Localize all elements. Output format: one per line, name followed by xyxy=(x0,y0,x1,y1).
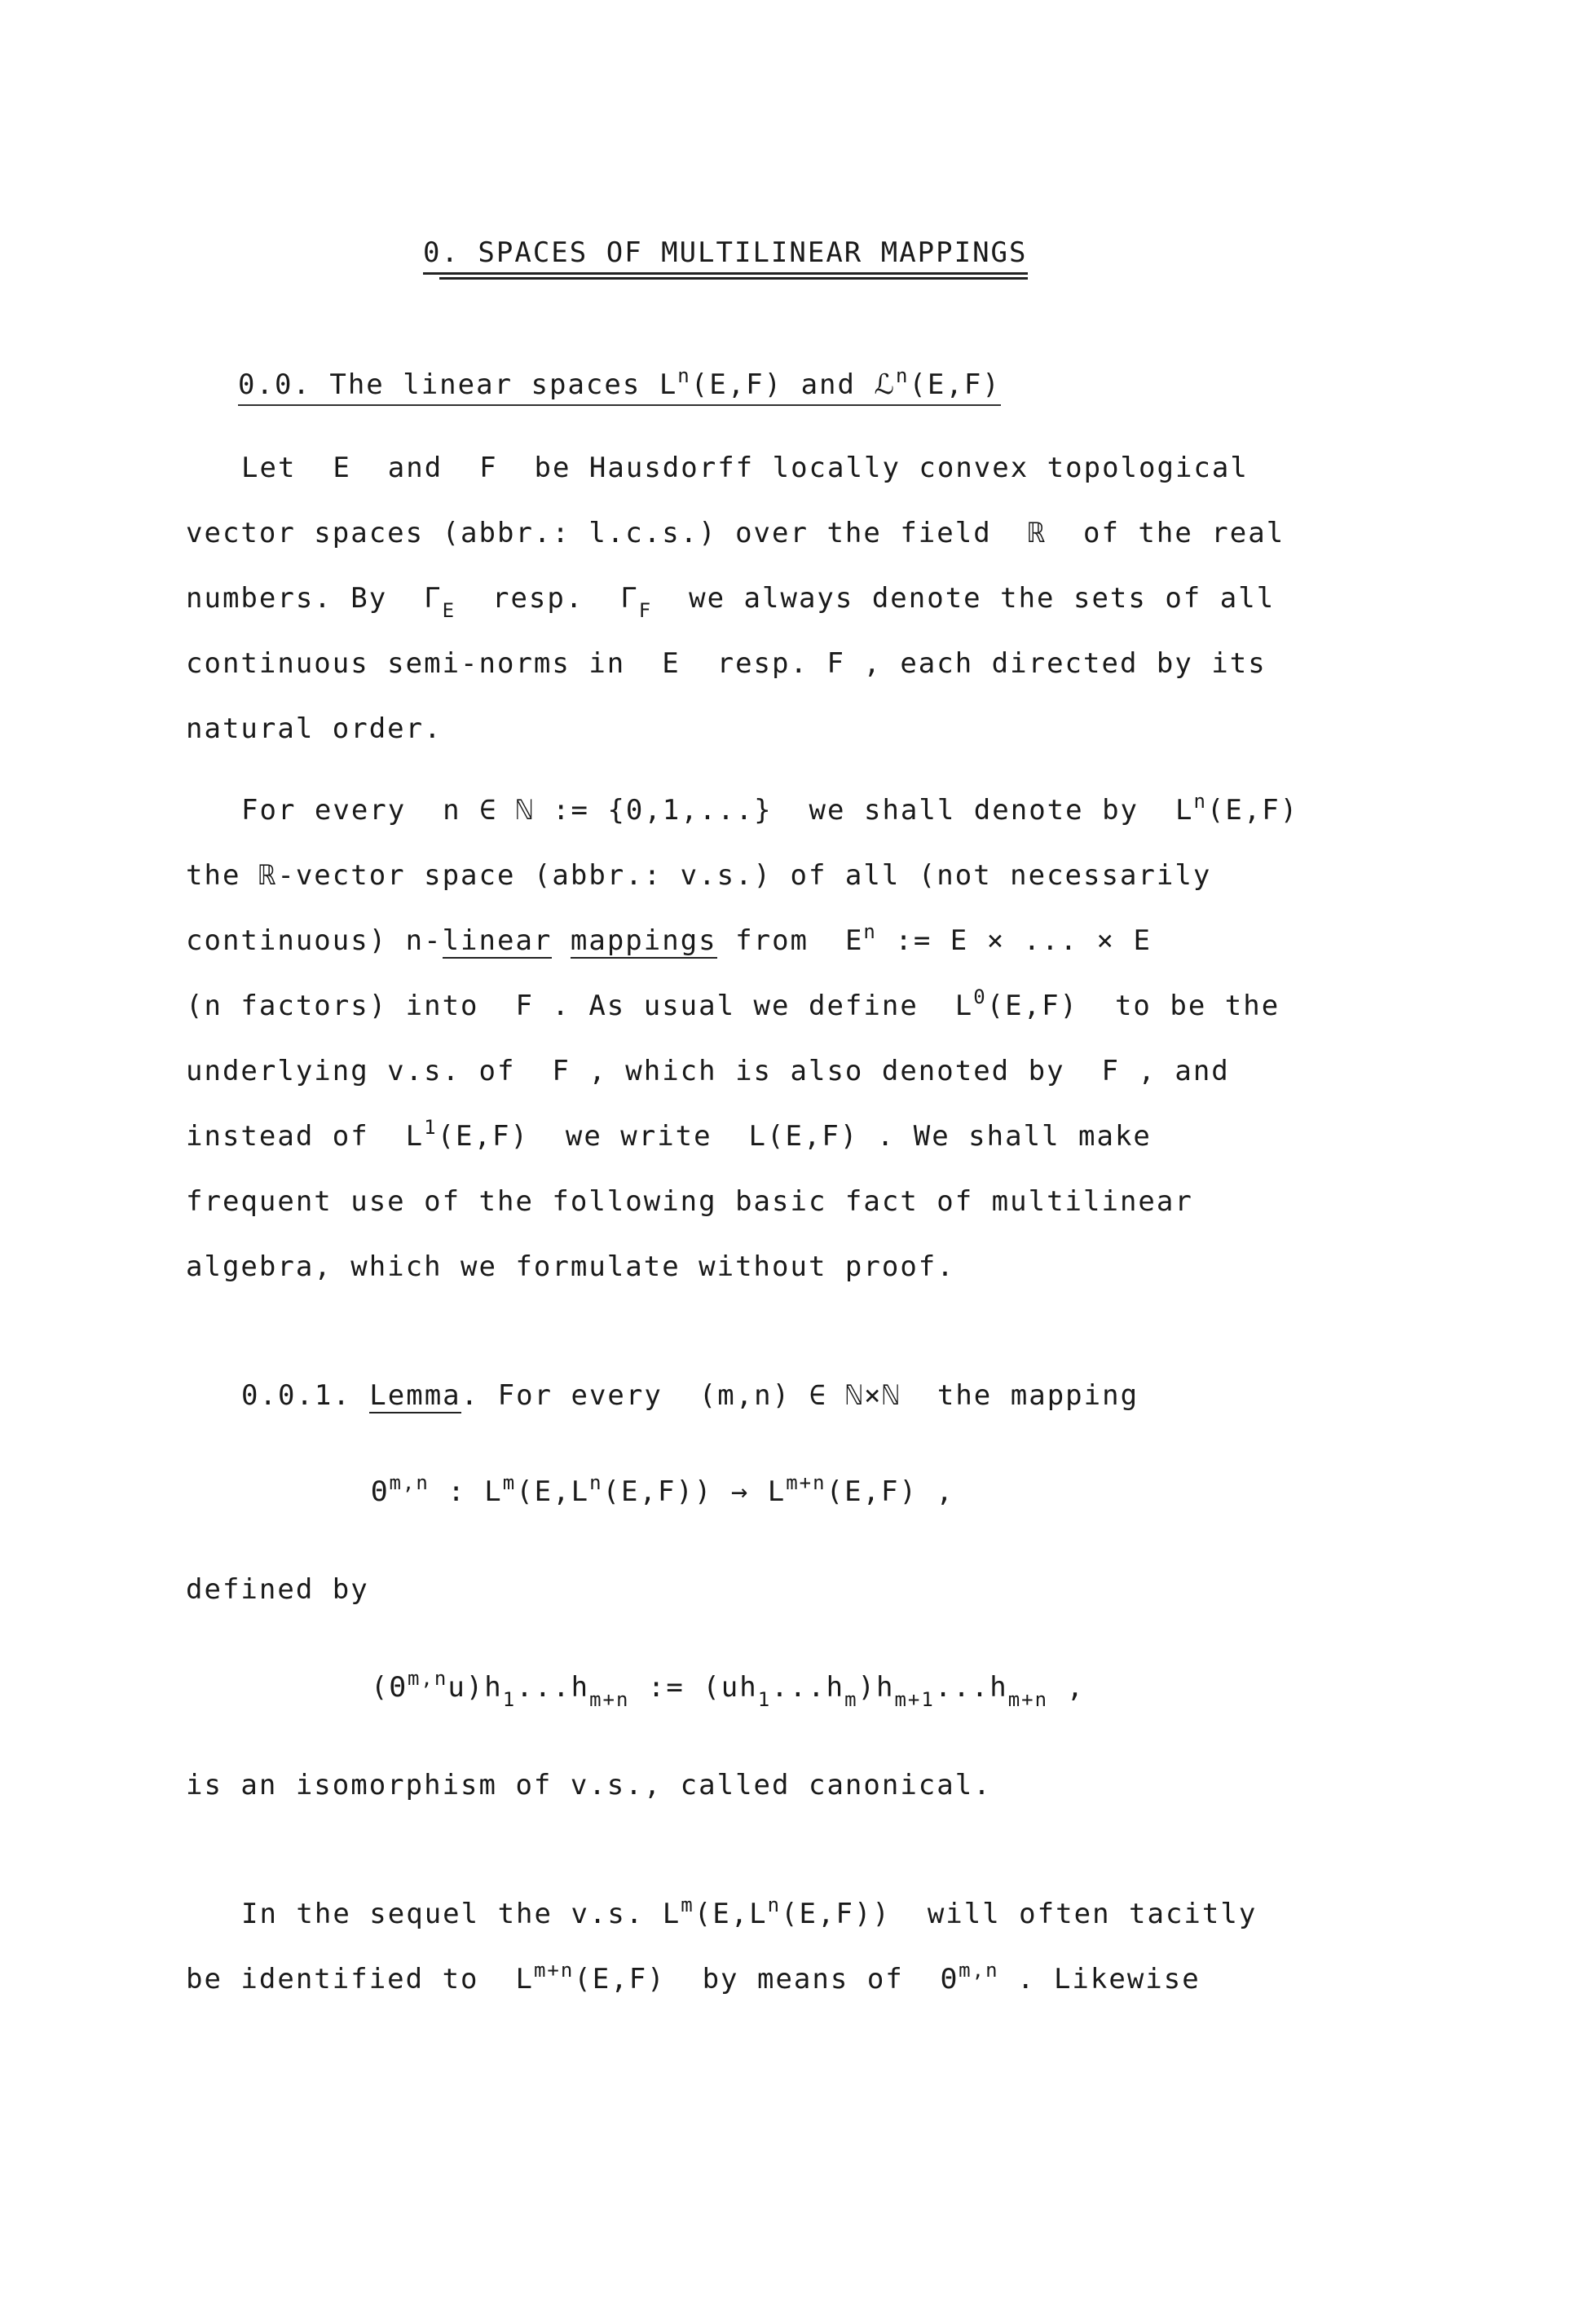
text-segment: continuous) n- xyxy=(186,924,443,957)
underlined-term: linear xyxy=(442,924,553,957)
paragraph-line: frequent use of the following basic fact of multilinear xyxy=(186,1185,1193,1218)
formula-segment: : L xyxy=(429,1475,503,1508)
text-segment: (n factors) into F . As usual we define L xyxy=(186,990,974,1022)
paragraph-line: the ℝ-vector space (abbr.: v.s.) of all (not necessarily xyxy=(186,859,1212,892)
text-segment: from E xyxy=(716,924,864,957)
section-heading xyxy=(238,364,1001,406)
conjunction-and: and xyxy=(782,368,875,401)
subscript: E xyxy=(442,599,456,622)
formula-segment: (E,L xyxy=(516,1475,590,1508)
symbol-script-L: ℒ xyxy=(874,368,896,401)
superscript: m xyxy=(502,1471,517,1494)
subscript: m+n xyxy=(1007,1688,1049,1711)
formula-segment: ...h xyxy=(771,1671,845,1704)
formula-segment: Θ xyxy=(371,1475,390,1508)
text-segment: (E,L xyxy=(694,1898,768,1930)
text-segment: . Likewise xyxy=(998,1963,1201,1995)
superscript: m,n xyxy=(959,1959,999,1982)
superscript: n xyxy=(767,1894,782,1916)
text-segment: (E,F) xyxy=(1206,794,1299,827)
lemma-label: Lemma xyxy=(369,1379,461,1412)
subscript: m+1 xyxy=(894,1688,935,1711)
formula-segment: (E,F)) → L xyxy=(602,1475,787,1508)
paragraph-line: Let E and F be Hausdorff locally convex topological xyxy=(241,452,1249,484)
formula-segment: , xyxy=(1048,1671,1086,1704)
lemma-statement xyxy=(241,1378,1139,1413)
paragraph-line: continuous semi-norms in E resp. F , each directed by its xyxy=(186,647,1267,680)
superscript: m+n xyxy=(786,1471,826,1494)
formula-definition xyxy=(371,1667,1086,1711)
symbol-L: L xyxy=(659,368,678,401)
text-segment: numbers. By Γ xyxy=(186,582,443,615)
subscript: F xyxy=(638,599,653,622)
formula-segment: )h xyxy=(857,1671,895,1704)
formula-segment: u)h xyxy=(447,1671,503,1704)
text-segment: (E,F) by means of Θ xyxy=(574,1963,959,1995)
formula-segment: := (uh xyxy=(629,1671,758,1704)
subscript: 1 xyxy=(757,1688,772,1711)
text-segment: we always denote the sets of all xyxy=(652,582,1276,615)
formula-theta-mapping xyxy=(371,1471,954,1510)
section-heading-prefix: 0.0. The linear spaces xyxy=(238,368,659,401)
underlined-term: mappings xyxy=(570,924,717,957)
formula-segment: ...h xyxy=(934,1671,1008,1704)
paragraph-line xyxy=(241,1896,1257,1932)
text-segment: . For every (m,n) ∈ ℕ×ℕ the mapping xyxy=(461,1379,1139,1412)
paragraph-line: algebra, which we formulate without proof. xyxy=(186,1250,955,1283)
subscript: m+n xyxy=(589,1688,630,1711)
superscript: n xyxy=(863,920,877,943)
superscript: 1 xyxy=(424,1116,438,1139)
text-segment: resp. Γ xyxy=(456,582,639,615)
text-segment: (E,F) we write L(E,F) . We shall make xyxy=(437,1120,1152,1153)
paragraph-line xyxy=(186,1118,1152,1154)
paragraph-line: defined by xyxy=(186,1573,369,1606)
superscript: n xyxy=(589,1471,603,1494)
paragraph-line xyxy=(186,1961,1201,1997)
superscript-n: n xyxy=(677,364,691,387)
text-segment: instead of L xyxy=(186,1120,425,1153)
paragraph-line xyxy=(186,920,1152,959)
superscript-n: n xyxy=(895,364,910,387)
superscript: m,n xyxy=(407,1667,448,1690)
text-segment: In the sequel the v.s. L xyxy=(241,1898,681,1930)
text-segment: (E,F)) will often tacitly xyxy=(781,1898,1258,1930)
formula-segment: (E,F) , xyxy=(826,1475,954,1508)
symbol-ef: (E,F) xyxy=(909,368,1001,401)
superscript: m+n xyxy=(533,1959,575,1982)
paragraph-line: underlying v.s. of F , which is also denoted by F , and xyxy=(186,1055,1230,1087)
paragraph-line: natural order. xyxy=(186,712,443,745)
paragraph-line: is an isomorphism of v.s., called canonical. xyxy=(186,1769,992,1801)
lemma-number: 0.0.1. xyxy=(241,1379,370,1412)
text-segment: be identified to L xyxy=(186,1963,534,1995)
symbol-ef: (E,F) xyxy=(690,368,783,401)
paragraph-line: vector spaces (abbr.: l.c.s.) over the field ℝ of the real xyxy=(186,517,1285,549)
page-title: 0. SPACES OF MULTILINEAR MAPPINGS xyxy=(423,235,1028,275)
formula-segment: (Θ xyxy=(371,1671,408,1704)
subscript: m xyxy=(844,1688,858,1711)
text-segment xyxy=(552,924,570,957)
paragraph-line xyxy=(186,988,1280,1024)
superscript: 0 xyxy=(973,986,987,1008)
text-segment: (E,F) to be the xyxy=(986,990,1280,1022)
paragraph-line xyxy=(241,792,1298,828)
text-segment: For every n ∈ ℕ := {0,1,...} we shall denote by L xyxy=(241,794,1194,827)
text-segment: := E × ... × E xyxy=(876,924,1152,957)
subscript: 1 xyxy=(502,1688,517,1711)
formula-segment: ...h xyxy=(516,1671,590,1704)
superscript: m,n xyxy=(389,1471,430,1494)
paragraph-line xyxy=(186,580,1276,622)
superscript: m xyxy=(681,1894,694,1916)
superscript: n xyxy=(1193,790,1207,813)
